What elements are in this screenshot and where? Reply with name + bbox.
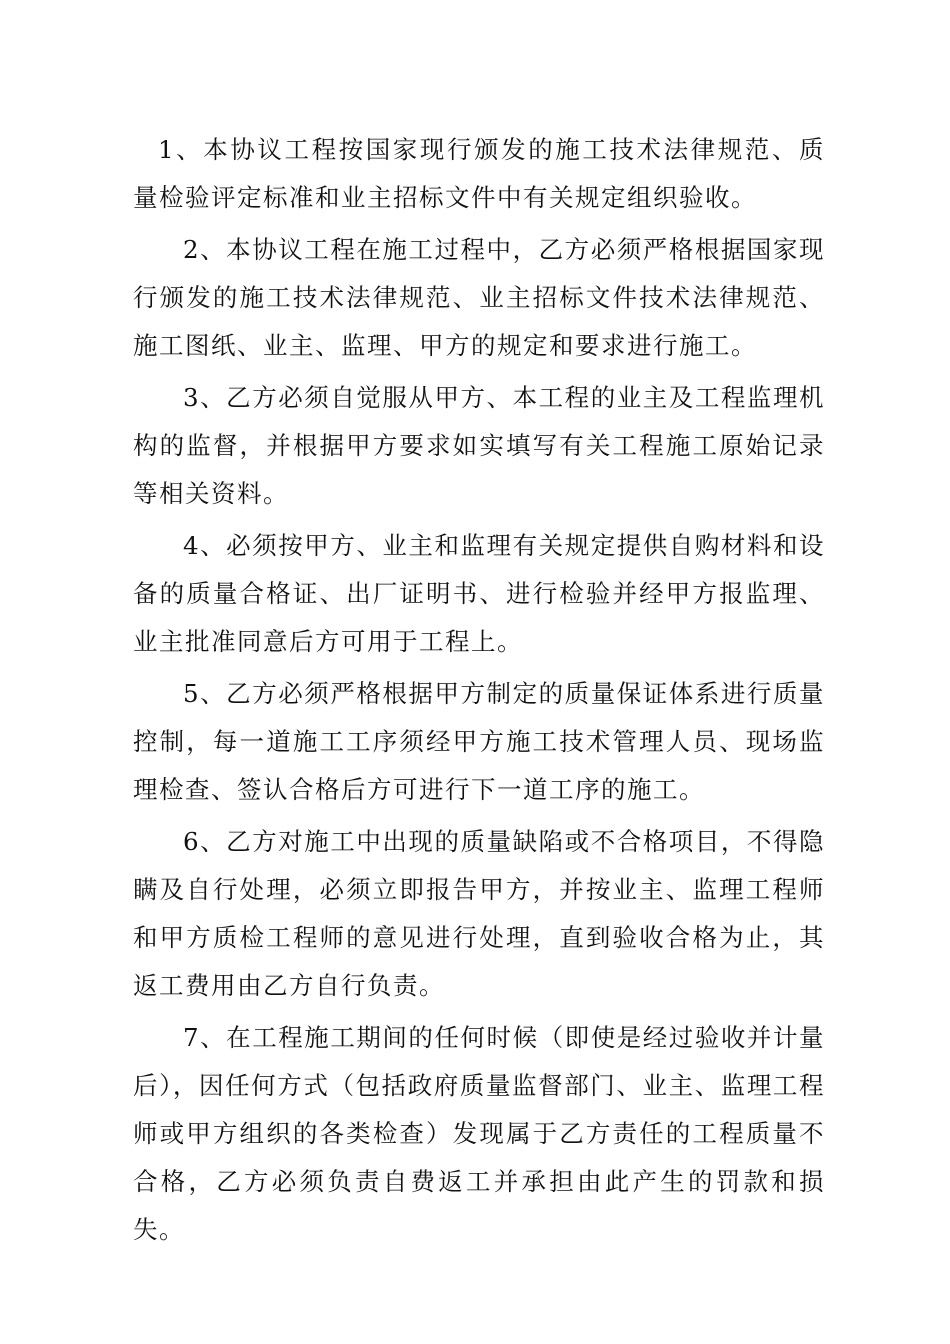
clause-7: 7、在工程施工期间的任何时候（即使是经过验收并计量后），因任何方式（包括政府质量监督部门、业主、监理工程师或甲方组织的各类检查）发现属于乙方责任的工程质量不合格，乙方必须负责自费返工并承担由此产生的罚款和损失。: [133, 1023, 825, 1244]
clause-3: 3、乙方必须自觉服从甲方、本工程的业主及工程监理机构的监督，并根据甲方要求如实填写有关工程施工原始记录等相关资料。: [133, 383, 825, 508]
clause-2: 2、本协议工程在施工过程中，乙方必须严格根据国家现行颁发的施工技术法律规范、业主招标文件技术法律规范、施工图纸、业主、监理、甲方的规定和要求进行施工。: [133, 235, 825, 360]
clause-5: 5、乙方必须严格根据甲方制定的质量保证体系进行质量控制，每一道施工工序须经甲方施工技术管理人员、现场监理检查、签认合格后方可进行下一道工序的施工。: [133, 679, 825, 804]
clause-4: 4、必须按甲方、业主和监理有关规定提供自购材料和设备的质量合格证、出厂证明书、进行检验并经甲方报监理、业主批准同意后方可用于工程上。: [133, 531, 825, 656]
clause-6: 6、乙方对施工中出现的质量缺陷或不合格项目，不得隐瞒及自行处理，必须立即报告甲方，并按业主、监理工程师和甲方质检工程师的意见进行处理，直到验收合格为止，其返工费用由乙方自行负责。: [133, 827, 825, 1000]
document-page: [133, 126, 825, 1258]
clause-1: 1、本协议工程按国家现行颁发的施工技术法律规范、质量检验评定标准和业主招标文件中有关规定组织验收。: [133, 135, 825, 212]
